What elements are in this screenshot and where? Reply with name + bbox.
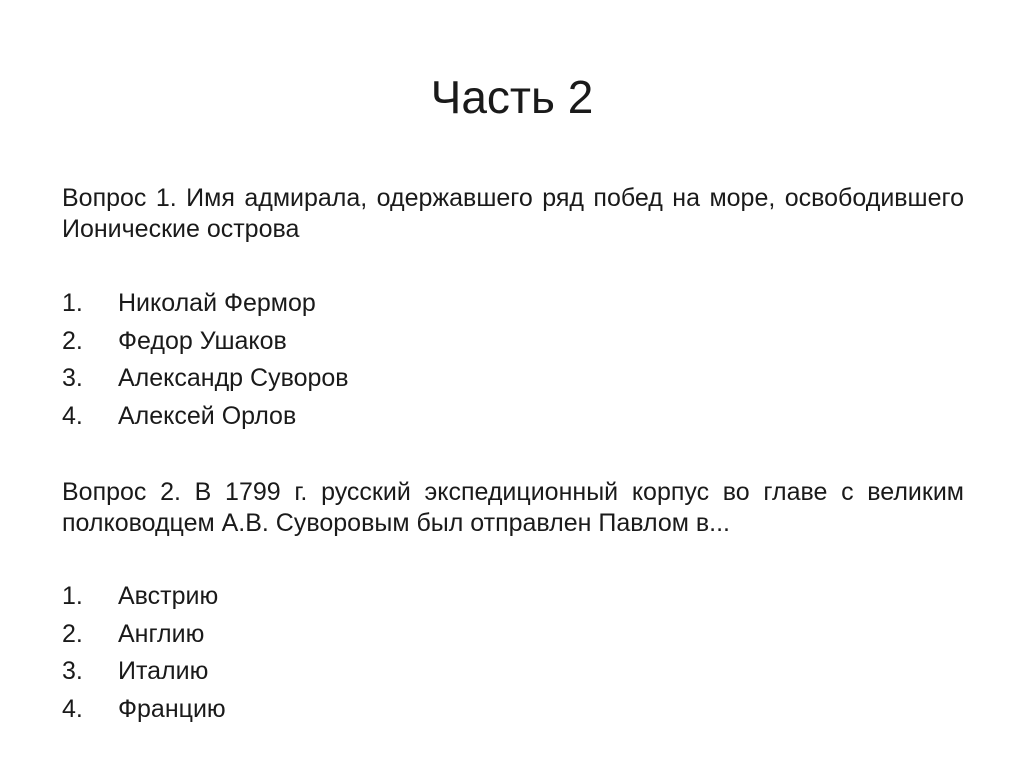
option-label: Александр Суворов xyxy=(118,364,349,392)
option-number: 4. xyxy=(62,694,83,723)
option-label: Англию xyxy=(118,619,205,648)
option-label: Федор Ушаков xyxy=(118,326,287,355)
question-2-option-3 xyxy=(62,653,964,691)
option-label: Италию xyxy=(118,657,209,685)
question-2-option-1 xyxy=(62,578,964,616)
option-number: 2. xyxy=(62,619,83,648)
option-number: 4. xyxy=(62,401,83,430)
question-1-option-2 xyxy=(62,323,964,361)
question-2-text: Вопрос 2. В 1799 г. русский экспедиционный корпус во главе с великим полководцем А.В. Суворовым был отправлен Павлом в... xyxy=(62,478,964,537)
question-1-option-4 xyxy=(62,398,964,436)
option-number: 3. xyxy=(62,657,83,685)
question-1-option-3 xyxy=(62,360,964,398)
option-label: Алексей Орлов xyxy=(118,401,297,430)
option-number: 1. xyxy=(62,582,83,610)
question-1-option-1 xyxy=(62,285,964,323)
question-2-option-4 xyxy=(62,691,964,729)
option-label: Австрию xyxy=(118,582,219,610)
question-1-options xyxy=(62,285,964,435)
question-1-text: Вопрос 1. Имя адмирала, одержавшего ряд побед на море, освободившего Ионические острова xyxy=(62,184,964,243)
option-label: Николай Фермор xyxy=(118,289,316,317)
option-number: 3. xyxy=(62,364,83,392)
question-2-option-2 xyxy=(62,616,964,654)
option-label: Францию xyxy=(118,694,226,723)
slide-title: Часть 2 xyxy=(430,71,594,123)
option-number: 1. xyxy=(62,289,83,317)
option-number: 2. xyxy=(62,326,83,355)
question-2-options xyxy=(62,578,964,728)
